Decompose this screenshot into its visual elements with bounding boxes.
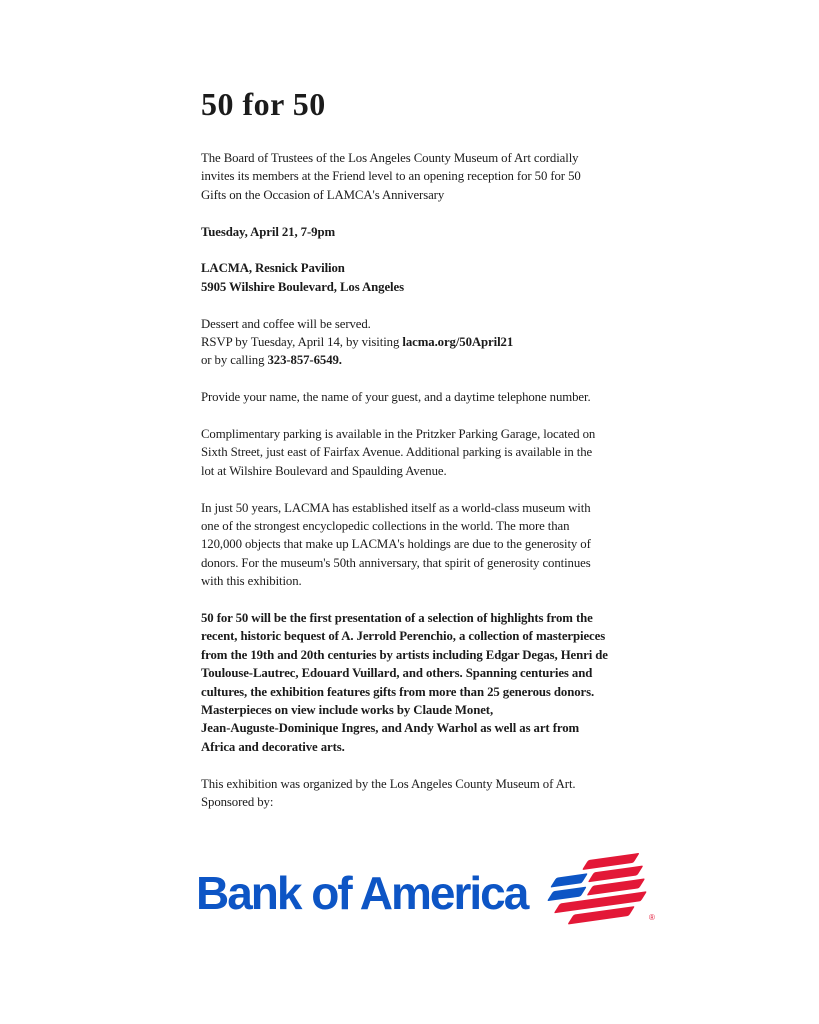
flag-stripe bbox=[550, 873, 588, 887]
rsvp-link[interactable]: lacma.org/50April21 bbox=[402, 335, 514, 350]
venue-block bbox=[201, 259, 631, 296]
invitation-body bbox=[201, 86, 631, 830]
registered-trademark-symbol: ® bbox=[649, 912, 656, 922]
bank-of-america-logo bbox=[196, 860, 656, 926]
provide-instructions: Provide your name, the name of your guest, and a daytime telephone number. bbox=[201, 390, 591, 405]
phone-number: 323-857-6549. bbox=[267, 353, 342, 368]
flag-stripe bbox=[547, 887, 587, 902]
phone-prefix: or by calling bbox=[201, 353, 268, 368]
parking-paragraph: Complimentary parking is available in the Pritzker Parking Garage, located on Sixth Street, just east of Fairfax Avenue. Additional parking is available in the lot at Wilshire Boulevard and Spaulding Avenue. bbox=[201, 427, 596, 478]
rsvp-prefix: RSVP by Tuesday, April 14, by visiting bbox=[201, 335, 403, 350]
venue-address: 5905 Wilshire Boulevard, Los Angeles bbox=[201, 279, 404, 294]
history-paragraph: In just 50 years, LACMA has established itself as a world-class museum with one of the strongest encyclopedic collections in the world. The more than 120,000 objects that make up LACMA's holdings are due to the generosity of donors. For the museum's 50th anniversary, that spirit of generosity continues with this exhibition. bbox=[201, 500, 591, 589]
dessert-line: Dessert and coffee will be served. bbox=[201, 316, 371, 331]
organized-by-line: This exhibition was organized by the Los Angeles County Museum of Art. bbox=[201, 776, 576, 791]
event-title: 50 for 50 bbox=[201, 86, 326, 122]
venue-name: LACMA, Resnick Pavilion bbox=[201, 261, 345, 276]
bank-of-america-flag-icon bbox=[531, 853, 656, 934]
sponsored-by-label: Sponsored by: bbox=[201, 795, 274, 810]
event-datetime: Tuesday, April 21, 7-9pm bbox=[201, 224, 336, 239]
intro-paragraph: The Board of Trustees of the Los Angeles County Museum of Art cordially invites its members at the Friend level to an opening reception for 50 for 50 Gifts on the Occasion of LAMCA's Anniversary bbox=[201, 151, 581, 202]
closing-paragraph bbox=[201, 775, 631, 812]
exhibition-description: 50 for 50 will be the first presentation of a selection of highlights from the recent, historic bequest of A. Jerrold Perenchio, a collection of masterpieces from the 19th and 20th centuries by artists including Edgar Degas, Henri de Toulouse-Lautrec, Edouard Vuillard, and others. Spanning centuries and cultures, the exhibition features gifts from more than 25 generous donors. Masterpieces on view include works by Claude Monet, Jean-Auguste-Dominique Ingres, and Andy Warhol as well as art from Africa and decorative arts. bbox=[201, 611, 608, 754]
rsvp-paragraph bbox=[201, 315, 631, 370]
bank-of-america-wordmark: Bank of America bbox=[196, 867, 528, 919]
